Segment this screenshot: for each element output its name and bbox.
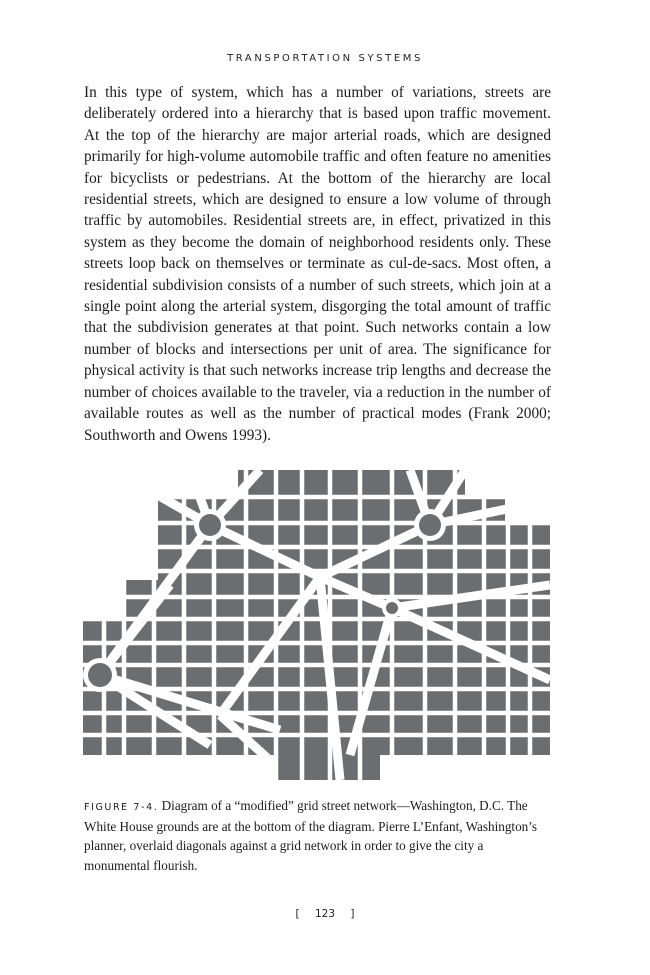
traffic-circle-far-west [88,663,112,687]
street-network-diagram [80,465,555,780]
body-paragraph: In this type of system, which has a number of variations, streets are deliberately ordered into a hierarchy that is based upon traffic movement. At the top of the hierarchy are major arterial roads, which are designed primarily for high-volume automobile traffic and often feature no amenities for bicyclists or pedestrians. At the bottom of the hierarchy are local residential streets, which are designed to ensure a low volume of through traffic by automobiles. Residential streets are, in effect, privatized in this system as they become the domain of neighborhood residents only. These streets loop back on themselves or terminate as cul-de-sacs. Most often, a residential subdivision consists of a number of such streets, which join at a single point along the arterial system, disgorging the total amount of traffic that the subdivision generates at that point. Such networks contain a low number of blocks and intersections per unit of area. The significance for physical activity is that such networks increase trip lengths and decrease the number of choices available to the traveler, via a reduction in the number of available routes as well as the number of practical modes (Frank 2000; Southworth and Owens 1993). [84,84,551,444]
figure-label: FIGURE 7-4. [84,802,159,813]
figure-caption-text: Diagram of a “modified” grid street network—Washington, D.C. The White House grounds are at the bottom of the diagram. Pierre L’Enfant, Washington’s planner, overlaid diagonals against a grid network in order to give the city a monumental flourish. [84,798,538,873]
street-network-figure [80,465,555,780]
running-head: TRANSPORTATION SYSTEMS [227,53,423,64]
traffic-circle-east [419,514,441,536]
figure-caption [84,796,544,875]
folio-right-bracket: ] [350,908,355,920]
traffic-circle-west [199,514,221,536]
page-number [0,908,650,920]
traffic-circle-center [386,602,398,614]
folio-left-bracket: [ [295,908,300,920]
folio-number: 123 [314,908,336,920]
